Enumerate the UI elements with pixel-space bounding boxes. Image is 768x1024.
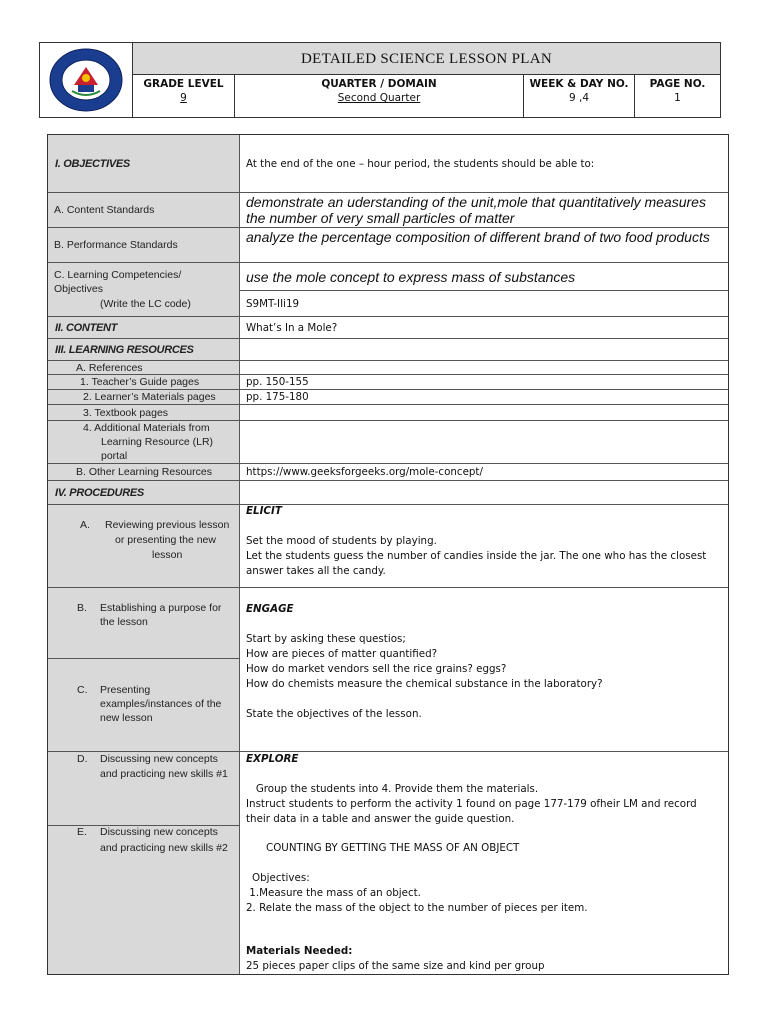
elicit-line2: Let the students guess the number of candies inside the jar. The one who has the closest bbox=[246, 550, 707, 562]
procedure-b-line2: the lesson bbox=[100, 616, 148, 628]
elicit-line1: Set the mood of students by playing. bbox=[246, 535, 437, 547]
teachers-guide-value: pp. 150-155 bbox=[246, 376, 309, 388]
materials-needed-label: Materials Needed: bbox=[246, 945, 353, 957]
references-label: A. References bbox=[48, 361, 240, 374]
explore-line3: their data in a table and answer the guide question. bbox=[246, 813, 515, 825]
lesson-plan-table bbox=[47, 134, 729, 975]
content-heading: II. CONTENT bbox=[48, 317, 240, 338]
additional-materials-label bbox=[48, 421, 240, 463]
procedure-a-row bbox=[48, 505, 728, 588]
procedure-de-label bbox=[48, 752, 240, 974]
explore-cell bbox=[240, 752, 728, 974]
deped-seal-logo bbox=[48, 47, 124, 113]
additional-label-line3: portal bbox=[101, 450, 128, 462]
week-day-value: 9 ,4 bbox=[568, 92, 590, 104]
learners-materials-value: pp. 175-180 bbox=[246, 391, 309, 403]
procedure-c-letter: C. bbox=[77, 684, 88, 696]
learning-competencies-label bbox=[48, 263, 240, 316]
elicit-title: ELICIT bbox=[246, 505, 282, 517]
other-resources-label: B. Other Learning Resources bbox=[48, 464, 240, 480]
engage-cell bbox=[240, 588, 728, 751]
additional-label-line1: 4. Additional Materials from bbox=[83, 422, 210, 434]
other-resources-link[interactable]: https://www.geeksforgeeks.org/mole-concept/ bbox=[246, 466, 483, 478]
quarter-domain-cell bbox=[235, 75, 524, 117]
learning-resources-empty-cell bbox=[240, 339, 728, 360]
grade-level-cell bbox=[133, 75, 235, 117]
additional-materials-empty-cell bbox=[240, 421, 728, 463]
elicit-cell bbox=[240, 505, 728, 587]
explore-title: EXPLORE bbox=[246, 753, 299, 765]
grade-level-value: 9 bbox=[180, 92, 187, 104]
procedure-b-letter: B. bbox=[77, 602, 87, 614]
procedure-de-row bbox=[48, 752, 728, 974]
engage-title: ENGAGE bbox=[246, 603, 294, 615]
activity-title: COUNTING BY GETTING THE MASS OF AN OBJECT bbox=[266, 842, 520, 854]
grade-level-label: GRADE LEVEL bbox=[143, 78, 224, 90]
lc-label-line3: (Write the LC code) bbox=[100, 298, 191, 310]
content-row bbox=[48, 317, 728, 339]
learners-materials-row bbox=[48, 390, 728, 405]
activity-objective-1: 1.Measure the mass of an object. bbox=[246, 887, 421, 899]
procedure-a-letter: A. bbox=[80, 519, 90, 531]
logo-cell bbox=[40, 43, 133, 117]
page-no-cell bbox=[635, 75, 720, 117]
content-value: What’s In a Mole? bbox=[246, 321, 338, 334]
lc-label-line1: C. Learning Competencies/ bbox=[54, 269, 182, 281]
procedure-bc-row bbox=[48, 588, 728, 752]
explore-line1: Group the students into 4. Provide them the materials. bbox=[246, 783, 539, 795]
engage-line1: Start by asking these questios; bbox=[246, 633, 406, 645]
references-row bbox=[48, 361, 728, 375]
lesson-plan-header bbox=[39, 42, 721, 118]
quarter-domain-label: QUARTER / DOMAIN bbox=[321, 78, 437, 90]
performance-standards-value: analyze the percentage composition of different brand of two food products bbox=[246, 229, 710, 245]
procedure-e-line1: Discussing new concepts bbox=[100, 826, 218, 838]
learning-resources-row bbox=[48, 339, 728, 361]
quarter-domain-value: Second Quarter bbox=[337, 92, 421, 104]
procedures-empty-cell bbox=[240, 481, 728, 504]
procedure-a-line1: Reviewing previous lesson bbox=[105, 519, 230, 531]
lc-code-value: S9MT-IIi19 bbox=[246, 298, 300, 310]
procedure-c-line2: examples/instances of the bbox=[100, 698, 222, 710]
page-no-value: 1 bbox=[674, 92, 681, 104]
procedures-heading: IV. PROCEDURES bbox=[48, 481, 240, 504]
textbook-empty-cell bbox=[240, 405, 728, 420]
week-day-cell bbox=[524, 75, 635, 117]
engage-line3: How do market vendors sell the rice grains? eggs? bbox=[246, 663, 507, 675]
procedure-e-letter: E. bbox=[77, 826, 87, 838]
content-standards-value: demonstrate an uderstanding of the unit,mole that quantitatively measures the number of very small particles of matter bbox=[246, 194, 706, 226]
procedure-bc-divider bbox=[48, 658, 239, 659]
engage-line2: How are pieces of matter quantified? bbox=[246, 648, 438, 660]
procedure-d-line2: and practicing new skills #1 bbox=[100, 768, 228, 780]
procedure-c-line3: new lesson bbox=[100, 712, 153, 724]
teachers-guide-label: 1. Teacher’s Guide pages bbox=[48, 375, 240, 389]
procedure-d-line1: Discussing new concepts bbox=[100, 753, 218, 765]
activity-objectives-label: Objectives: bbox=[252, 872, 310, 884]
objectives-intro: At the end of the one – hour period, the students should be able to: bbox=[246, 157, 595, 170]
week-day-label: WEEK & DAY NO. bbox=[529, 78, 629, 90]
textbook-label: 3. Textbook pages bbox=[48, 405, 240, 420]
procedure-a-label bbox=[48, 505, 240, 587]
learning-competencies-row bbox=[48, 263, 728, 317]
performance-standards-label: B. Performance Standards bbox=[48, 228, 240, 262]
explore-line2: Instruct students to perform the activity 1 found on page 177-179 ofheir LM and record bbox=[246, 798, 697, 810]
engage-line4: How do chemists measure the chemical substance in the laboratory? bbox=[246, 678, 603, 690]
textbook-row bbox=[48, 405, 728, 421]
learning-competency-value: use the mole concept to express mass of substances bbox=[240, 263, 728, 291]
procedure-bc-label bbox=[48, 588, 240, 751]
learning-resources-heading: III. LEARNING RESOURCES bbox=[48, 339, 240, 360]
teachers-guide-row bbox=[48, 375, 728, 390]
learners-materials-label: 2. Learner’s Materials pages bbox=[48, 390, 240, 404]
objectives-heading: I. OBJECTIVES bbox=[48, 135, 240, 192]
procedure-a-line3: lesson bbox=[152, 549, 183, 561]
materials-item-1: 25 pieces paper clips of the same size and kind per group bbox=[246, 960, 545, 972]
references-empty-cell bbox=[240, 361, 728, 374]
other-resources-row bbox=[48, 464, 728, 481]
page-no-label: PAGE NO. bbox=[649, 78, 706, 90]
content-standards-label: A. Content Standards bbox=[48, 193, 240, 227]
procedure-d-letter: D. bbox=[77, 753, 88, 765]
procedure-c-line1: Presenting bbox=[100, 684, 151, 696]
additional-materials-row bbox=[48, 421, 728, 464]
engage-line5: State the objectives of the lesson. bbox=[246, 708, 422, 720]
procedures-row bbox=[48, 481, 728, 505]
content-standards-row bbox=[48, 193, 728, 228]
lc-label-line2: Objectives bbox=[54, 283, 104, 295]
activity-objective-2: 2. Relate the mass of the object to the number of pieces per item. bbox=[246, 902, 588, 914]
procedure-e-line2: and practicing new skills #2 bbox=[100, 842, 228, 854]
performance-standards-row bbox=[48, 228, 728, 263]
learning-competencies-cell bbox=[240, 263, 728, 316]
procedure-a-line2: or presenting the new bbox=[115, 534, 216, 546]
objectives-row bbox=[48, 135, 728, 193]
procedure-b-line1: Establishing a purpose for bbox=[100, 602, 222, 614]
elicit-line3: answer takes all the candy. bbox=[246, 565, 386, 577]
document-title: DETAILED SCIENCE LESSON PLAN bbox=[133, 43, 720, 75]
additional-label-line2: Learning Resource (LR) bbox=[101, 436, 214, 448]
